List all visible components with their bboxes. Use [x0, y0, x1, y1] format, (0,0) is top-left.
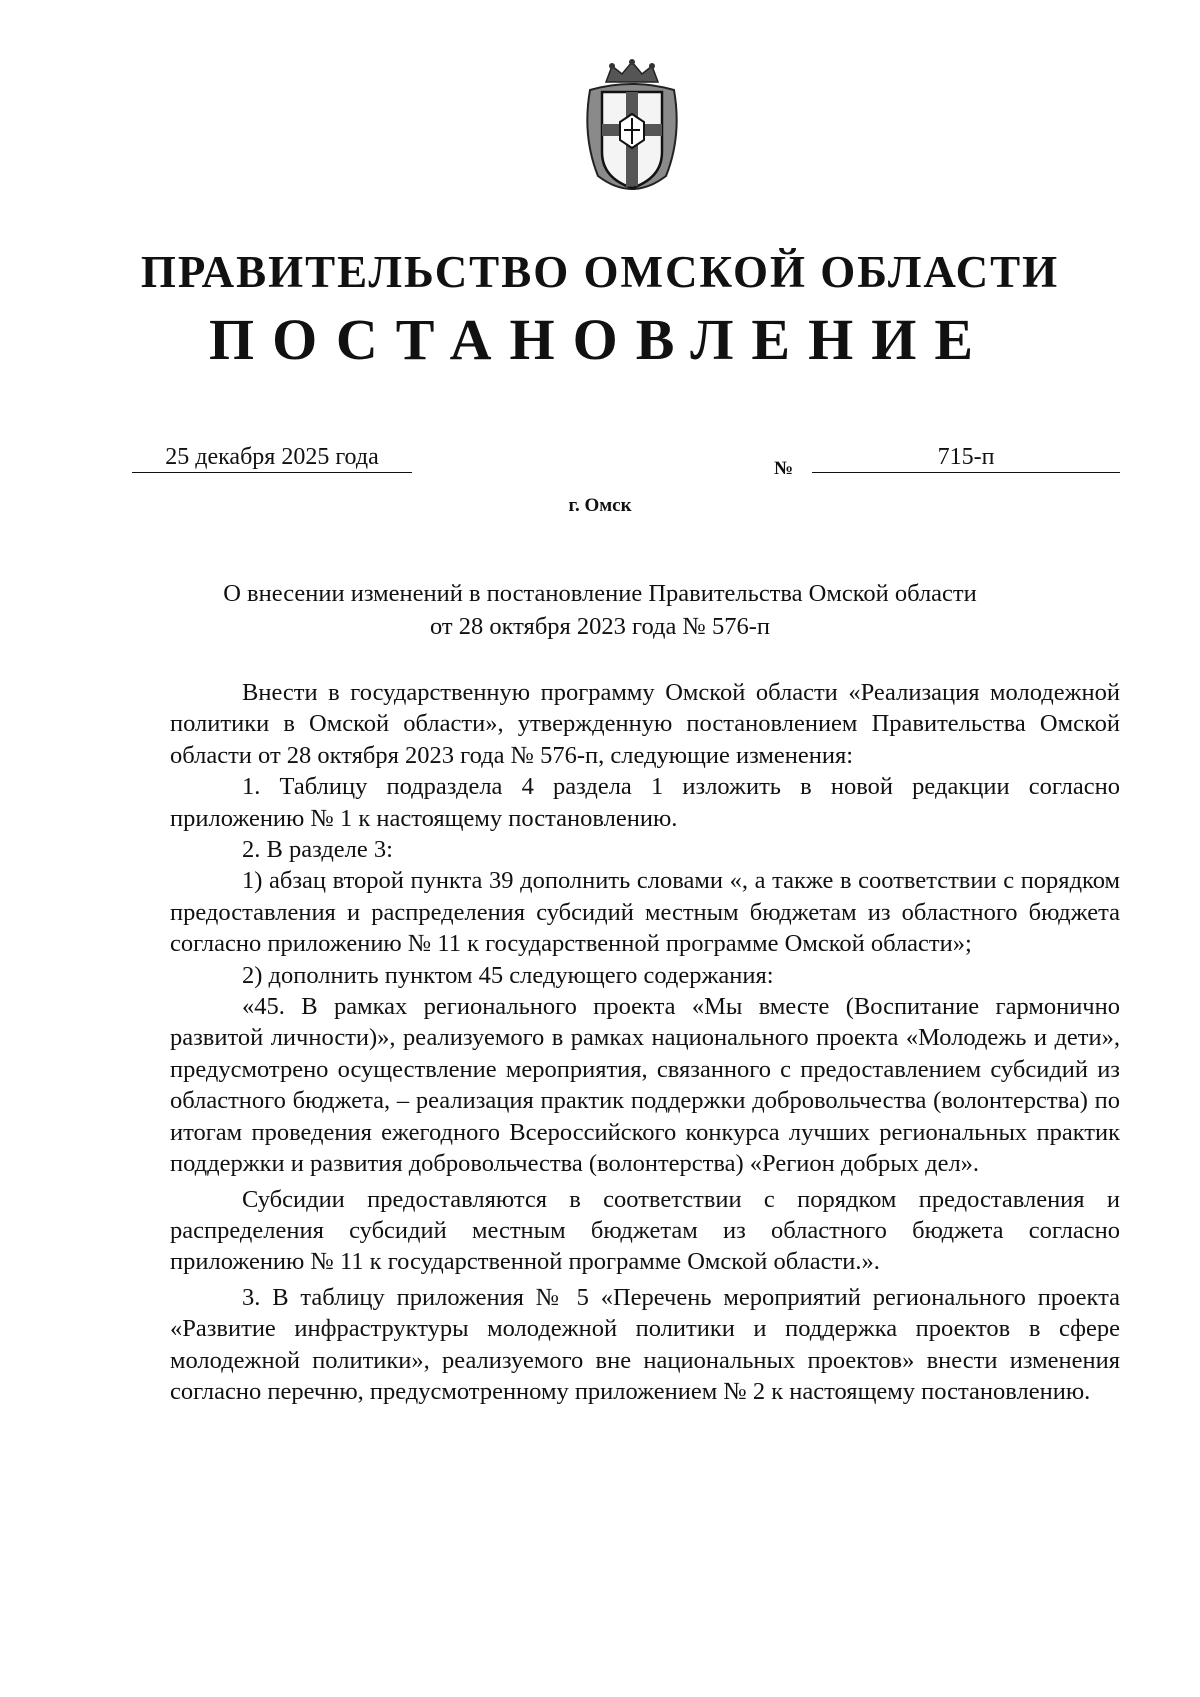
subject-line-2: от 28 октября 2023 года № 576-п — [429, 613, 771, 640]
document-date: 25 декабря 2025 года — [132, 444, 412, 473]
body-paragraph: 1) абзац второй пункта 39 дополнить словами «, а также в соответствии с порядком предоставления и распределения субсидий местным бюджетам из областного бюджета согласно приложению № 11 к государственной программе Омской области»; — [170, 867, 1120, 958]
body-paragraph: 1. Таблицу подраздела 4 раздела 1 изложить в новой редакции согласно приложению № 1 к настоящему постановлению. — [170, 773, 1120, 832]
body-paragraph: Внести в государственную программу Омской области «Реализация молодежной политики в Омской области», утвержденную постановлением Правительства Омской области от 28 октября 2023 года № 576-п, следующие изменения: — [170, 679, 1120, 769]
coat-of-arms-emblem — [572, 56, 692, 200]
document-type-title: ПОСТАНОВЛЕНИЕ — [208, 307, 992, 372]
document-number: 715-п — [812, 444, 1120, 473]
document-subject — [150, 577, 1050, 643]
body-paragraph: 3. В таблицу приложения № 5 «Перечень мероприятий регионального проекта «Развитие инфраструктуры молодежной политики и поддержка проектов в сфере молодежной политики», реализуемого вне национальных проектов» внести изменения согласно перечню, предусмотренному приложением № 2 к настоящему постановлению. — [170, 1283, 1120, 1405]
body-paragraph: 2) дополнить пунктом 45 следующего содержания: — [242, 961, 774, 989]
document-city: г. Омск — [568, 495, 632, 516]
organization-title: ПРАВИТЕЛЬСТВО ОМСКОЙ ОБЛАСТИ — [140, 247, 1060, 297]
number-sign: № — [774, 458, 794, 479]
body-paragraph: 2. В разделе 3: — [242, 836, 393, 864]
body-paragraph: «45. В рамках регионального проекта «Мы вместе (Воспитание гармонично развитой личности)», реализуемого в рамках национального проекта «Молодежь и дети», предусмотрено осуществление мероприятия, связанного с предоставлением субсидий из областного бюджета, – реализация практик поддержки добровольчества (волонтерства) по итогам проведения ежегодного Всероссийского конкурса лучших региональных практик поддержки и развития добровольчества (волонтерства) «Регион добрых дел». — [170, 993, 1120, 1178]
document-body — [170, 677, 1120, 1407]
subject-line-1: О внесении изменений в постановление Правительства Омской области — [223, 580, 977, 607]
body-paragraph: Субсидии предоставляются в соответствии с порядком предоставления и распределения субсидий местным бюджетам из областного бюджета согласно приложению № 11 к государственной программе Омской области.». — [170, 1185, 1120, 1276]
